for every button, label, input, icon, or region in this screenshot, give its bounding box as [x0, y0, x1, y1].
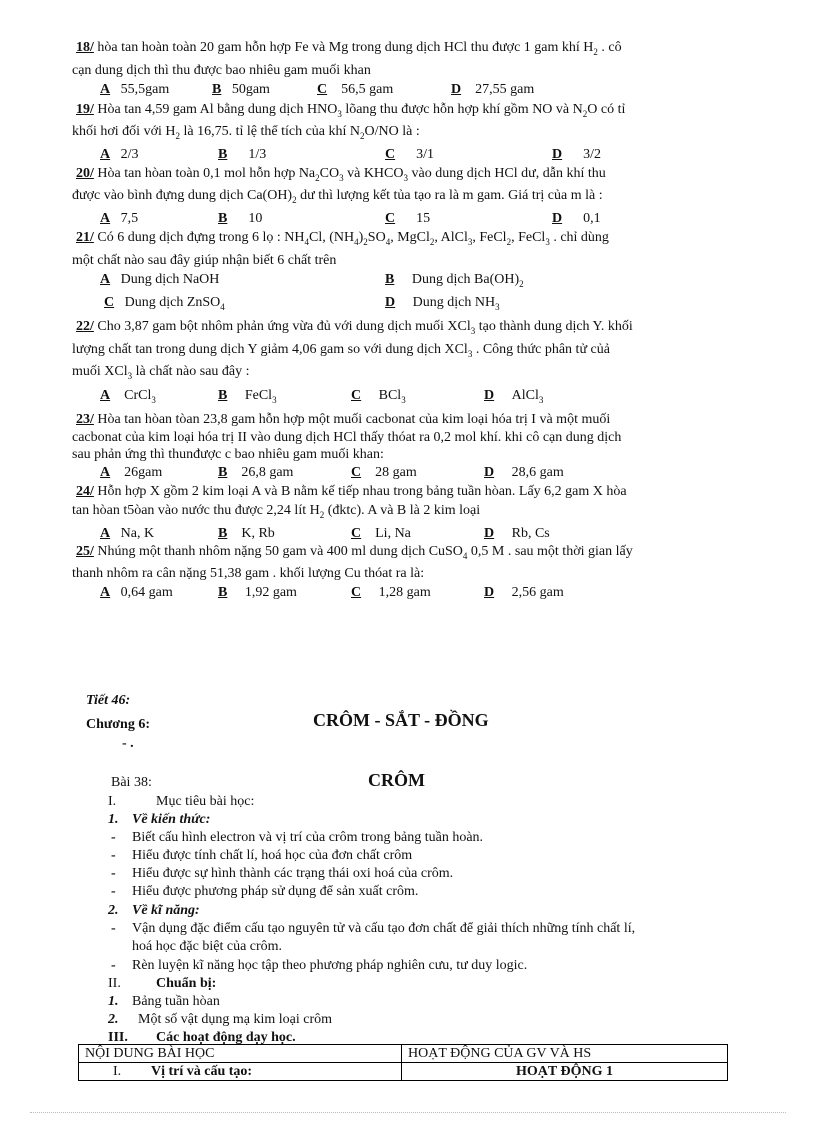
option-d: D 3/2 — [552, 147, 602, 162]
question-25-line-2: thanh nhôm ra cân nặng 51,38 gam . khối lượng Cu thóat ra là: — [72, 566, 425, 581]
option-b: B K, Rb — [218, 526, 275, 541]
subsection-number: 1. — [108, 812, 119, 827]
option-c: C Dung dịch ZnSO$_4$ — [104, 295, 225, 312]
option-a: A 2/3 — [100, 147, 139, 162]
question-23-line-1: 23/ Hòa tan hòan tòan 23,8 gam hỗn hợp một muối cacbonat của kim loại hóa trị I và một muối — [76, 412, 611, 427]
option-c: C 56,5 gam — [317, 82, 394, 97]
prep-number: 2. — [108, 1012, 119, 1027]
lesson-title: CRÔM — [368, 770, 425, 790]
page-divider — [30, 1112, 786, 1113]
bullet-dash: - — [111, 848, 116, 863]
table-header-cell: NỘI DUNG BÀI HỌC — [79, 1045, 402, 1063]
option-b: B 26,8 gam — [218, 465, 294, 480]
option-b: B 10 — [218, 211, 263, 226]
option-b: B FeCl$_3$ — [218, 388, 277, 405]
bullet-dash: - — [111, 921, 116, 936]
section-heading: Chuẩn bị: — [156, 976, 217, 991]
subsection-heading: Về kĩ năng: — [132, 903, 200, 918]
prep-item: Một số vật dụng mạ kim loại crôm — [138, 1012, 333, 1027]
question-21-line-2: một chất nào sau đây giúp nhận biết 6 chất trên — [72, 253, 337, 268]
question-18-line-2: cạn dung dịch thì thu được bao nhiêu gam muối khan — [72, 63, 371, 78]
question-20-line-2: được vào bình đựng dung dịch $Ca(OH)_2$ dư thì lượng kết tủa tạo ra là m gam. Giá trị của m là : — [72, 188, 603, 205]
chapter-label: Chương 6: — [86, 717, 150, 732]
section-heading: Các hoạt động dạy học. — [156, 1030, 296, 1045]
question-number: 18/ — [76, 40, 94, 55]
table-cell: HOẠT ĐỘNG 1 — [402, 1063, 728, 1081]
option-c: C BCl$_3$ — [351, 388, 406, 405]
skill-item: Rèn luyện kĩ năng học tập theo phương pháp nghiên cưu, tư duy logic. — [132, 958, 528, 973]
section-heading: Mục tiêu bài học: — [156, 794, 255, 809]
option-b: B 1/3 — [218, 147, 267, 162]
option-d: D Rb, Cs — [484, 526, 550, 541]
option-c: C Li, Na — [351, 526, 411, 541]
section-number: III. — [108, 1030, 128, 1045]
option-a: A 26gam — [100, 465, 163, 480]
prep-number: 1. — [108, 994, 119, 1009]
question-21-line-1: 21/ Có 6 dung dịch đựng trong 6 lọ : $NH_4Cl$, $(NH_4)_2SO_4$, MgCl$_2$, AlCl$_3$, FeCl$_2$, FeCl$_3$ . chỉ dùng — [76, 230, 609, 247]
option-c: C 15 — [385, 211, 431, 226]
chapter-title: CRÔM - SẮT - ĐỒNG — [313, 710, 489, 730]
question-20-line-1: 20/ Hòa tan hòan toàn 0,1 mol hỗn hợp $Na_2CO_3$ và $KHCO_3$ vào dung dịch HCl dư, dẫn khí thu — [76, 166, 606, 183]
question-23-line-3: sau phản ứng thì thunđược c bao nhiêu gam muối khan: — [72, 447, 384, 462]
question-18-line-1: 18/ hòa tan hoàn toàn 20 gam hỗn hợp Fe và Mg trong dung dịch HCl thu được 1 gam khí $H_2$ . cô — [76, 40, 622, 57]
option-b: B 50gam — [212, 82, 270, 97]
option-b: B 1,92 gam — [218, 585, 297, 600]
section-number: I. — [108, 794, 117, 809]
option-d: D 0,1 — [552, 211, 601, 226]
option-a: A CrCl$_3$ — [100, 388, 156, 405]
table-header-cell: HOẠT ĐỘNG CỦA GV VÀ HS — [402, 1045, 728, 1063]
bullet-dash: - — [111, 958, 116, 973]
question-24-line-1: 24/ Hỗn hợp X gồm 2 kim loại A và B nằm kế tiếp nhau trong bảng tuần hòan. Lấy 6,2 gam X hòa — [76, 484, 627, 499]
option-d: D 2,56 gam — [484, 585, 564, 600]
table-row — [79, 1063, 728, 1081]
lesson-label: Bài 38: — [111, 775, 152, 790]
option-c: C 1,28 gam — [351, 585, 431, 600]
question-19-line-2: khối hơi đối với $H_2$ là 16,75. tỉ lệ thể tích của khí $N_2O/NO$ là : — [72, 124, 420, 141]
option-a: A Dung dịch NaOH — [100, 272, 220, 287]
option-c: C 28 gam — [351, 465, 417, 480]
knowledge-item: Hiểu được sự hình thành các trạng thái oxi hoá của crôm. — [132, 866, 454, 881]
option-d: D Dung dịch $NH_3$ — [385, 295, 500, 312]
skill-item: Vận dụng đặc điểm cấu tạo nguyên tử và cấu tạo đơn chất để giải thích những tính chất lí, — [132, 921, 636, 936]
bullet-dash: - — [111, 884, 116, 899]
prep-item: Bảng tuần hòan — [132, 994, 220, 1009]
subsection-heading: Về kiến thức: — [132, 812, 211, 827]
option-a: A 0,64 gam — [100, 585, 173, 600]
question-23-line-2: cacbonat của kim loại hóa trị II vào dung dịch HCl thấy thóat ra 0,2 mol khí. khi cô cạn dung dịch — [72, 430, 622, 445]
bullet-dash: - — [111, 830, 116, 845]
knowledge-item: Biết cấu hình electron và vị trí của crôm trong bảng tuần hoàn. — [132, 830, 484, 845]
option-d: D AlCl$_3$ — [484, 388, 544, 405]
question-22-line-3: muối XCl$_3$ là chất nào sau đây : — [72, 364, 250, 381]
bullet-dash: - . — [122, 736, 134, 751]
table-header-row — [79, 1045, 728, 1063]
knowledge-item: Hiểu được tính chất lí, hoá học của đơn chất crôm — [132, 848, 413, 863]
question-22-line-1: 22/ Cho 3,87 gam bột nhôm phản ứng vừa đủ với dung dịch muối XCl$_3$ tạo thành dung dịch Y. khối — [76, 319, 633, 336]
lesson-number: Tiết 46: — [86, 693, 131, 708]
table-cell: I. Vị trí và cấu tạo: — [79, 1063, 402, 1081]
knowledge-item: Hiểu được phương pháp sử dụng để sản xuất crôm. — [132, 884, 419, 899]
lesson-table — [78, 1044, 728, 1081]
bullet-dash: - — [111, 866, 116, 881]
option-a: A 55,5gam — [100, 82, 170, 97]
option-d: D 27,55 gam — [451, 82, 535, 97]
subsection-number: 2. — [108, 903, 119, 918]
skill-item-continued: hoá học đặc biệt của crôm. — [132, 939, 283, 954]
question-24-line-2: tan hòan t5òan vào nước thu được 2,24 lít $H_2$ (đktc). A và B là 2 kim loại — [72, 503, 481, 520]
option-d: D 28,6 gam — [484, 465, 564, 480]
option-a: A 7,5 — [100, 211, 139, 226]
option-c: C 3/1 — [385, 147, 435, 162]
section-number: II. — [108, 976, 121, 991]
question-25-line-1: 25/ Nhúng một thanh nhôm nặng 50 gam và 400 ml dung dịch CuSO$_4$ 0,5 M . sau một thời gian lấy — [76, 544, 633, 561]
question-22-line-2: lượng chất tan trong dung dịch Y giảm 4,06 gam so với dung dịch XCl$_3$ . Công thức phân tử củả — [72, 342, 610, 359]
option-a: A Na, K — [100, 526, 155, 541]
option-b: B Dung dịch $Ba(OH)_2$ — [385, 272, 524, 289]
question-19-line-1: 19/ Hòa tan 4,59 gam Al bằng dung dịch $HNO_3$ lõang thu được hỗn hợp khí gồm NO và $N_2O$ có tỉ — [76, 102, 626, 119]
